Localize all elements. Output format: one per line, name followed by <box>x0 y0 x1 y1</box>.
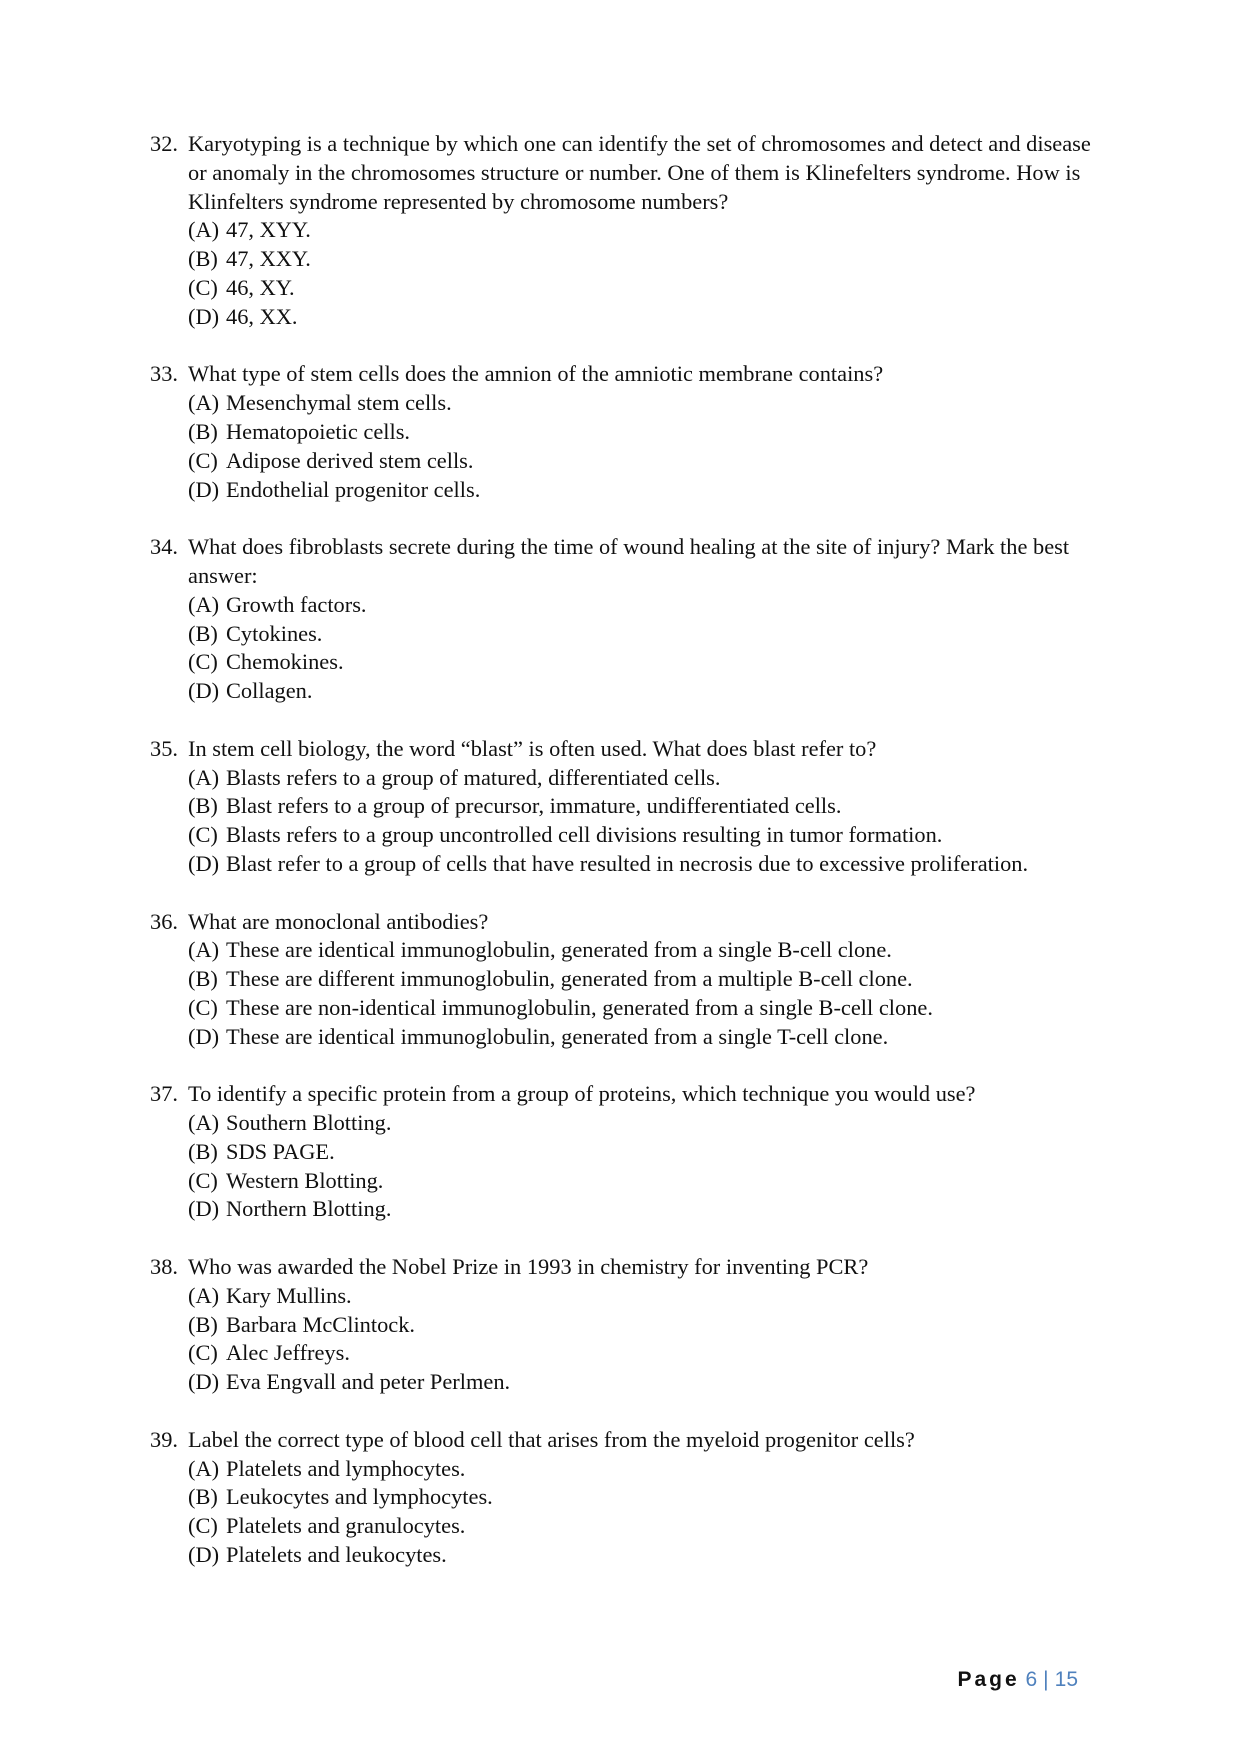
option-text: Platelets and lymphocytes. <box>226 1455 466 1481</box>
option-text: Western Blotting. <box>226 1167 384 1193</box>
option-text: Blast refer to a group of cells that have resulted in necrosis due to excessive proliferation. <box>226 850 1029 876</box>
question-text: In stem cell biology, the word “blast” is often used. What does blast refer to? <box>188 735 877 761</box>
question-item <box>150 908 1110 1052</box>
option-letter: (D) <box>188 1542 220 1568</box>
question-item <box>150 360 1110 504</box>
answer-option <box>188 821 1110 850</box>
question-item <box>150 130 1110 332</box>
option-text: 46, XX. <box>226 303 298 329</box>
answer-option <box>188 1483 1110 1512</box>
option-text: Endothelial progenitor cells. <box>226 476 481 502</box>
question-stem <box>150 360 1110 389</box>
answer-option <box>188 1455 1110 1484</box>
option-text: Alec Jeffreys. <box>226 1340 350 1366</box>
option-list <box>188 389 1110 504</box>
page-footer <box>957 1667 1078 1693</box>
option-text: 47, XYY. <box>226 217 311 243</box>
page-label: Page <box>957 1668 1020 1691</box>
option-text: Leukocytes and lymphocytes. <box>226 1484 493 1510</box>
answer-option <box>188 965 1110 994</box>
answer-option <box>188 1282 1110 1311</box>
question-text: What does fibroblasts secrete during the time of wound healing at the site of injury? Mark the best answer: <box>188 534 1070 588</box>
question-item <box>150 1253 1110 1397</box>
question-item <box>150 735 1110 879</box>
answer-option <box>188 1512 1110 1541</box>
option-letter: (B) <box>188 966 218 992</box>
answer-option <box>188 1109 1110 1138</box>
answer-option <box>188 245 1110 274</box>
question-number: 37. <box>150 1081 178 1107</box>
answer-option <box>188 1195 1110 1224</box>
option-text: 46, XY. <box>226 274 295 300</box>
page-number: 6 <box>1025 1668 1038 1691</box>
question-item <box>150 1080 1110 1224</box>
option-letter: (A) <box>188 591 220 617</box>
option-letter: (C) <box>188 447 218 473</box>
option-letter: (A) <box>188 1110 220 1136</box>
question-item <box>150 533 1110 706</box>
option-list <box>188 1455 1110 1570</box>
option-text: Mesenchymal stem cells. <box>226 390 452 416</box>
answer-option <box>188 1368 1110 1397</box>
question-number: 38. <box>150 1254 178 1280</box>
answer-option <box>188 476 1110 505</box>
question-number: 32. <box>150 131 178 156</box>
option-text: Barbara McClintock. <box>226 1311 416 1337</box>
option-letter: (D) <box>188 850 220 876</box>
answer-option <box>188 1023 1110 1052</box>
question-number: 36. <box>150 908 178 934</box>
option-letter: (C) <box>188 994 218 1020</box>
question-text: To identify a specific protein from a group of proteins, which technique you would use? <box>188 1081 976 1107</box>
question-stem <box>150 1253 1110 1282</box>
answer-option <box>188 792 1110 821</box>
answer-option <box>188 389 1110 418</box>
question-number: 33. <box>150 361 178 387</box>
answer-option <box>188 936 1110 965</box>
option-text: Blasts refers to a group uncontrolled cell divisions resulting in tumor formation. <box>226 822 943 848</box>
total-pages: 15 <box>1054 1668 1078 1691</box>
answer-option <box>188 994 1110 1023</box>
option-text: Kary Mullins. <box>226 1282 352 1308</box>
answer-option <box>188 303 1110 332</box>
option-letter: (B) <box>188 418 218 444</box>
question-stem <box>150 908 1110 937</box>
option-letter: (C) <box>188 1513 218 1539</box>
option-list <box>188 1282 1110 1397</box>
option-letter: (B) <box>188 1138 218 1164</box>
option-text: Adipose derived stem cells. <box>226 447 474 473</box>
answer-option <box>188 850 1110 879</box>
option-letter: (B) <box>188 1311 218 1337</box>
option-letter: (A) <box>188 390 220 416</box>
option-list <box>188 936 1110 1051</box>
option-text: 47, XXY. <box>226 246 311 272</box>
option-list <box>188 591 1110 706</box>
answer-option <box>188 1167 1110 1196</box>
option-list <box>188 1109 1110 1224</box>
answer-option <box>188 1311 1110 1340</box>
option-letter: (A) <box>188 217 220 243</box>
option-text: Northern Blotting. <box>226 1196 392 1222</box>
question-text: What are monoclonal antibodies? <box>188 908 489 934</box>
option-letter: (C) <box>188 1340 218 1366</box>
option-list <box>188 216 1110 331</box>
answer-option <box>188 418 1110 447</box>
option-text: Chemokines. <box>226 649 344 675</box>
option-text: Growth factors. <box>226 591 367 617</box>
answer-option <box>188 216 1110 245</box>
option-text: Southern Blotting. <box>226 1110 392 1136</box>
option-letter: (D) <box>188 1196 220 1222</box>
question-text: Who was awarded the Nobel Prize in 1993 in chemistry for inventing PCR? <box>188 1254 869 1280</box>
option-letter: (D) <box>188 476 220 502</box>
answer-option <box>188 447 1110 476</box>
question-stem <box>150 735 1110 764</box>
option-letter: (A) <box>188 1282 220 1308</box>
option-letter: (B) <box>188 246 218 272</box>
question-stem <box>150 1080 1110 1109</box>
option-text: Blast refers to a group of precursor, immature, undifferentiated cells. <box>226 793 842 819</box>
option-letter: (D) <box>188 303 220 329</box>
option-letter: (A) <box>188 937 220 963</box>
option-letter: (C) <box>188 274 218 300</box>
answer-option <box>188 591 1110 620</box>
option-text: These are non-identical immunoglobulin, generated from a single B-cell clone. <box>226 994 933 1020</box>
option-letter: (C) <box>188 822 218 848</box>
option-text: Eva Engvall and peter Perlmen. <box>226 1369 511 1395</box>
option-letter: (D) <box>188 1023 220 1049</box>
option-text: These are identical immunoglobulin, generated from a single T-cell clone. <box>226 1023 889 1049</box>
option-letter: (C) <box>188 649 218 675</box>
page-separator: | <box>1043 1668 1049 1691</box>
question-stem <box>150 533 1110 591</box>
answer-option <box>188 764 1110 793</box>
option-text: Hematopoietic cells. <box>226 418 411 444</box>
answer-option <box>188 274 1110 303</box>
question-number: 34. <box>150 534 178 560</box>
option-letter: (D) <box>188 678 220 704</box>
option-text: These are different immunoglobulin, generated from a multiple B-cell clone. <box>226 966 913 992</box>
answer-option <box>188 1339 1110 1368</box>
option-letter: (C) <box>188 1167 218 1193</box>
option-text: Platelets and granulocytes. <box>226 1513 466 1539</box>
answer-option <box>188 620 1110 649</box>
option-letter: (D) <box>188 1369 220 1395</box>
question-stem <box>150 1426 1110 1455</box>
option-letter: (B) <box>188 793 218 819</box>
option-text: Platelets and leukocytes. <box>226 1542 447 1568</box>
question-text: Karyotyping is a technique by which one can identify the set of chromosomes and detect and disease or anomaly in the chromosomes structure or number. One of them is Klinefelters syndrome. How is Klinfelters syndrome represented by chromosome numbers? <box>188 131 1091 214</box>
answer-option <box>188 1541 1110 1570</box>
option-list <box>188 764 1110 879</box>
option-letter: (A) <box>188 1455 220 1481</box>
question-text: What type of stem cells does the amnion of the amniotic membrane contains? <box>188 361 884 387</box>
question-item <box>150 1426 1110 1570</box>
option-letter: (B) <box>188 1484 218 1510</box>
question-number: 39. <box>150 1426 178 1452</box>
question-text: Label the correct type of blood cell that arises from the myeloid progenitor cells? <box>188 1426 915 1452</box>
option-text: These are identical immunoglobulin, generated from a single B-cell clone. <box>226 937 892 963</box>
option-text: SDS PAGE. <box>226 1138 335 1164</box>
option-text: Cytokines. <box>226 620 323 646</box>
answer-option <box>188 648 1110 677</box>
answer-option <box>188 1138 1110 1167</box>
question-stem <box>150 130 1110 216</box>
answer-option <box>188 677 1110 706</box>
question-list <box>150 130 1110 1599</box>
option-text: Blasts refers to a group of matured, differentiated cells. <box>226 764 721 790</box>
option-text: Collagen. <box>226 678 313 704</box>
option-letter: (A) <box>188 764 220 790</box>
option-letter: (B) <box>188 620 218 646</box>
question-number: 35. <box>150 735 178 761</box>
